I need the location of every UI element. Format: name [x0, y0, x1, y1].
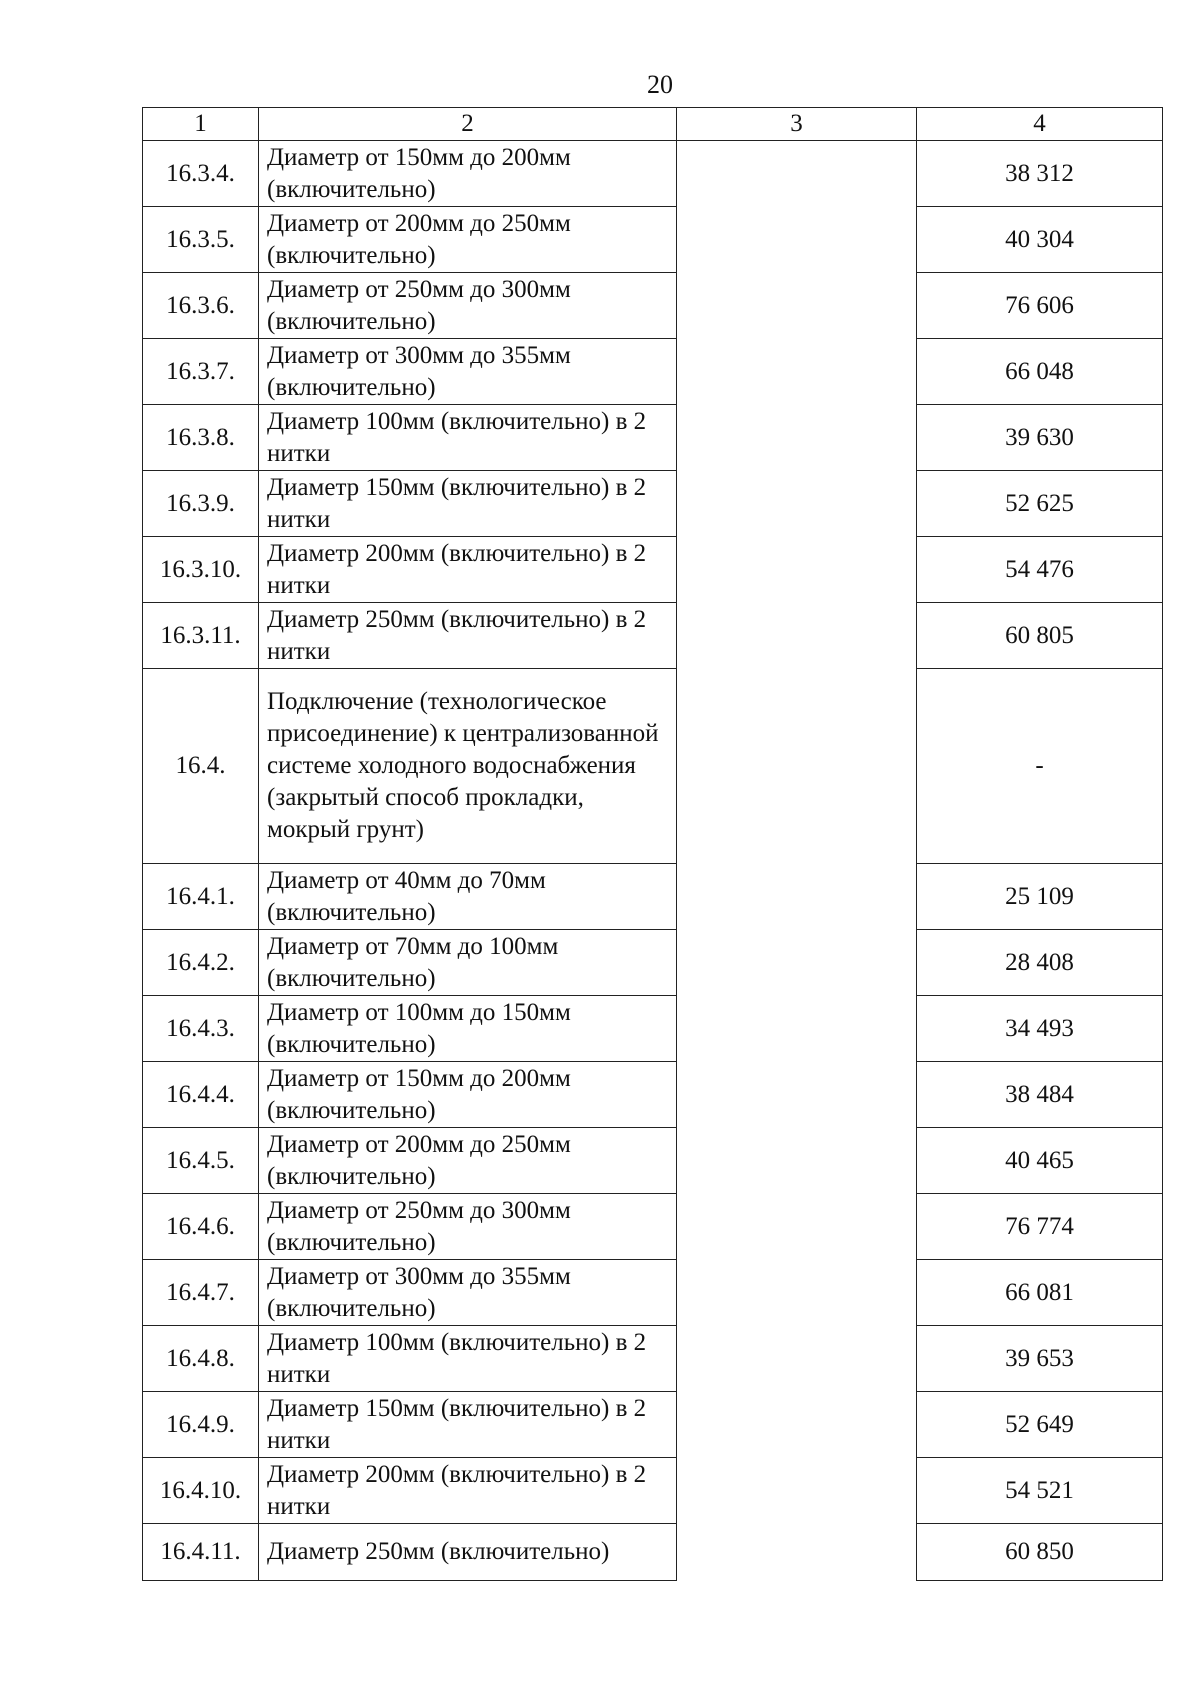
table-row: [143, 1458, 1163, 1524]
price-cell: 38 312: [917, 141, 1163, 207]
item-number-cell: 16.3.11.: [143, 603, 259, 669]
column-3-cell: [677, 141, 917, 207]
column-3-cell: [677, 405, 917, 471]
table-row: [143, 273, 1163, 339]
description-cell: Диаметр от 200мм до 250мм (включительно): [259, 207, 677, 273]
price-cell: 54 521: [917, 1458, 1163, 1524]
table-row: [143, 930, 1163, 996]
tariff-table: [142, 107, 1163, 1581]
column-3-cell: [677, 1260, 917, 1326]
price-cell: 60 805: [917, 603, 1163, 669]
item-number-cell: 16.4.11.: [143, 1524, 259, 1581]
column-header-1: 1: [143, 108, 259, 141]
item-number-cell: 16.4.9.: [143, 1392, 259, 1458]
description-cell: Диаметр от 300мм до 355мм (включительно): [259, 1260, 677, 1326]
column-3-cell: [677, 669, 917, 864]
description-cell: Диаметр 150мм (включительно) в 2 нитки: [259, 1392, 677, 1458]
item-number-cell: 16.3.7.: [143, 339, 259, 405]
item-number-cell: 16.4.6.: [143, 1194, 259, 1260]
description-cell: Подключение (технологическое присоединение) к централизованной системе холодного водоснабжения (закрытый способ прокладки, мокрый грунт): [259, 669, 677, 864]
item-number-cell: 16.4.1.: [143, 864, 259, 930]
item-number-cell: 16.4.: [143, 669, 259, 864]
price-cell: 66 081: [917, 1260, 1163, 1326]
price-cell: 38 484: [917, 1062, 1163, 1128]
price-cell: 39 653: [917, 1326, 1163, 1392]
price-cell: 54 476: [917, 537, 1163, 603]
page-number: 20: [647, 70, 673, 99]
item-number-cell: 16.4.4.: [143, 1062, 259, 1128]
table-row: [143, 1194, 1163, 1260]
description-cell: Диаметр от 150мм до 200мм (включительно): [259, 1062, 677, 1128]
table-row: [143, 405, 1163, 471]
column-3-cell: [677, 1128, 917, 1194]
column-header-3: 3: [677, 108, 917, 141]
table-row: [143, 537, 1163, 603]
description-cell: Диаметр от 300мм до 355мм (включительно): [259, 339, 677, 405]
item-number-cell: 16.4.10.: [143, 1458, 259, 1524]
item-number-cell: 16.4.8.: [143, 1326, 259, 1392]
table-row: [143, 339, 1163, 405]
table-row: [143, 141, 1163, 207]
item-number-cell: 16.4.5.: [143, 1128, 259, 1194]
description-cell: Диаметр от 250мм до 300мм (включительно): [259, 1194, 677, 1260]
description-cell: Диаметр 200мм (включительно) в 2 нитки: [259, 537, 677, 603]
description-cell: Диаметр от 40мм до 70мм (включительно): [259, 864, 677, 930]
column-3-cell: [677, 1326, 917, 1392]
table-row: [143, 1392, 1163, 1458]
column-header-4: 4: [917, 108, 1163, 141]
item-number-cell: 16.4.2.: [143, 930, 259, 996]
price-cell: 66 048: [917, 339, 1163, 405]
item-number-cell: 16.3.9.: [143, 471, 259, 537]
price-cell: -: [917, 669, 1163, 864]
description-cell: Диаметр 100мм (включительно) в 2 нитки: [259, 405, 677, 471]
price-cell: 39 630: [917, 405, 1163, 471]
column-3-cell: [677, 339, 917, 405]
column-3-cell: [677, 207, 917, 273]
description-cell: Диаметр 250мм (включительно) в 2 нитки: [259, 603, 677, 669]
price-cell: 40 304: [917, 207, 1163, 273]
column-3-cell: [677, 1392, 917, 1458]
column-3-cell: [677, 996, 917, 1062]
item-number-cell: 16.3.4.: [143, 141, 259, 207]
item-number-cell: 16.3.8.: [143, 405, 259, 471]
table-row: [143, 1524, 1163, 1581]
header-row: [143, 108, 1163, 141]
price-cell: 76 774: [917, 1194, 1163, 1260]
table-row: [143, 669, 1163, 864]
column-3-cell: [677, 864, 917, 930]
column-header-2: 2: [259, 108, 677, 141]
item-number-cell: 16.4.3.: [143, 996, 259, 1062]
description-cell: Диаметр от 150мм до 200мм (включительно): [259, 141, 677, 207]
column-3-cell: [677, 930, 917, 996]
item-number-cell: 16.3.5.: [143, 207, 259, 273]
table-row: [143, 1326, 1163, 1392]
price-cell: 76 606: [917, 273, 1163, 339]
table-row: [143, 471, 1163, 537]
price-cell: 34 493: [917, 996, 1163, 1062]
table-row: [143, 864, 1163, 930]
table-row: [143, 207, 1163, 273]
column-3-cell: [677, 1062, 917, 1128]
column-3-cell: [677, 1524, 917, 1581]
description-cell: Диаметр 200мм (включительно) в 2 нитки: [259, 1458, 677, 1524]
table-row: [143, 1128, 1163, 1194]
price-cell: 28 408: [917, 930, 1163, 996]
column-3-cell: [677, 537, 917, 603]
column-3-cell: [677, 273, 917, 339]
table-row: [143, 603, 1163, 669]
description-cell: Диаметр от 100мм до 150мм (включительно): [259, 996, 677, 1062]
table-body: [143, 108, 1163, 1581]
price-cell: 52 649: [917, 1392, 1163, 1458]
description-cell: Диаметр 250мм (включительно): [259, 1524, 677, 1581]
description-cell: Диаметр от 200мм до 250мм (включительно): [259, 1128, 677, 1194]
item-number-cell: 16.4.7.: [143, 1260, 259, 1326]
description-cell: Диаметр от 70мм до 100мм (включительно): [259, 930, 677, 996]
price-cell: 60 850: [917, 1524, 1163, 1581]
price-cell: 40 465: [917, 1128, 1163, 1194]
table-row: [143, 1062, 1163, 1128]
item-number-cell: 16.3.6.: [143, 273, 259, 339]
column-3-cell: [677, 471, 917, 537]
description-cell: Диаметр 150мм (включительно) в 2 нитки: [259, 471, 677, 537]
table-row: [143, 996, 1163, 1062]
price-cell: 25 109: [917, 864, 1163, 930]
column-3-cell: [677, 603, 917, 669]
column-3-cell: [677, 1458, 917, 1524]
description-cell: Диаметр 100мм (включительно) в 2 нитки: [259, 1326, 677, 1392]
price-cell: 52 625: [917, 471, 1163, 537]
table-row: [143, 1260, 1163, 1326]
item-number-cell: 16.3.10.: [143, 537, 259, 603]
description-cell: Диаметр от 250мм до 300мм (включительно): [259, 273, 677, 339]
column-3-cell: [677, 1194, 917, 1260]
